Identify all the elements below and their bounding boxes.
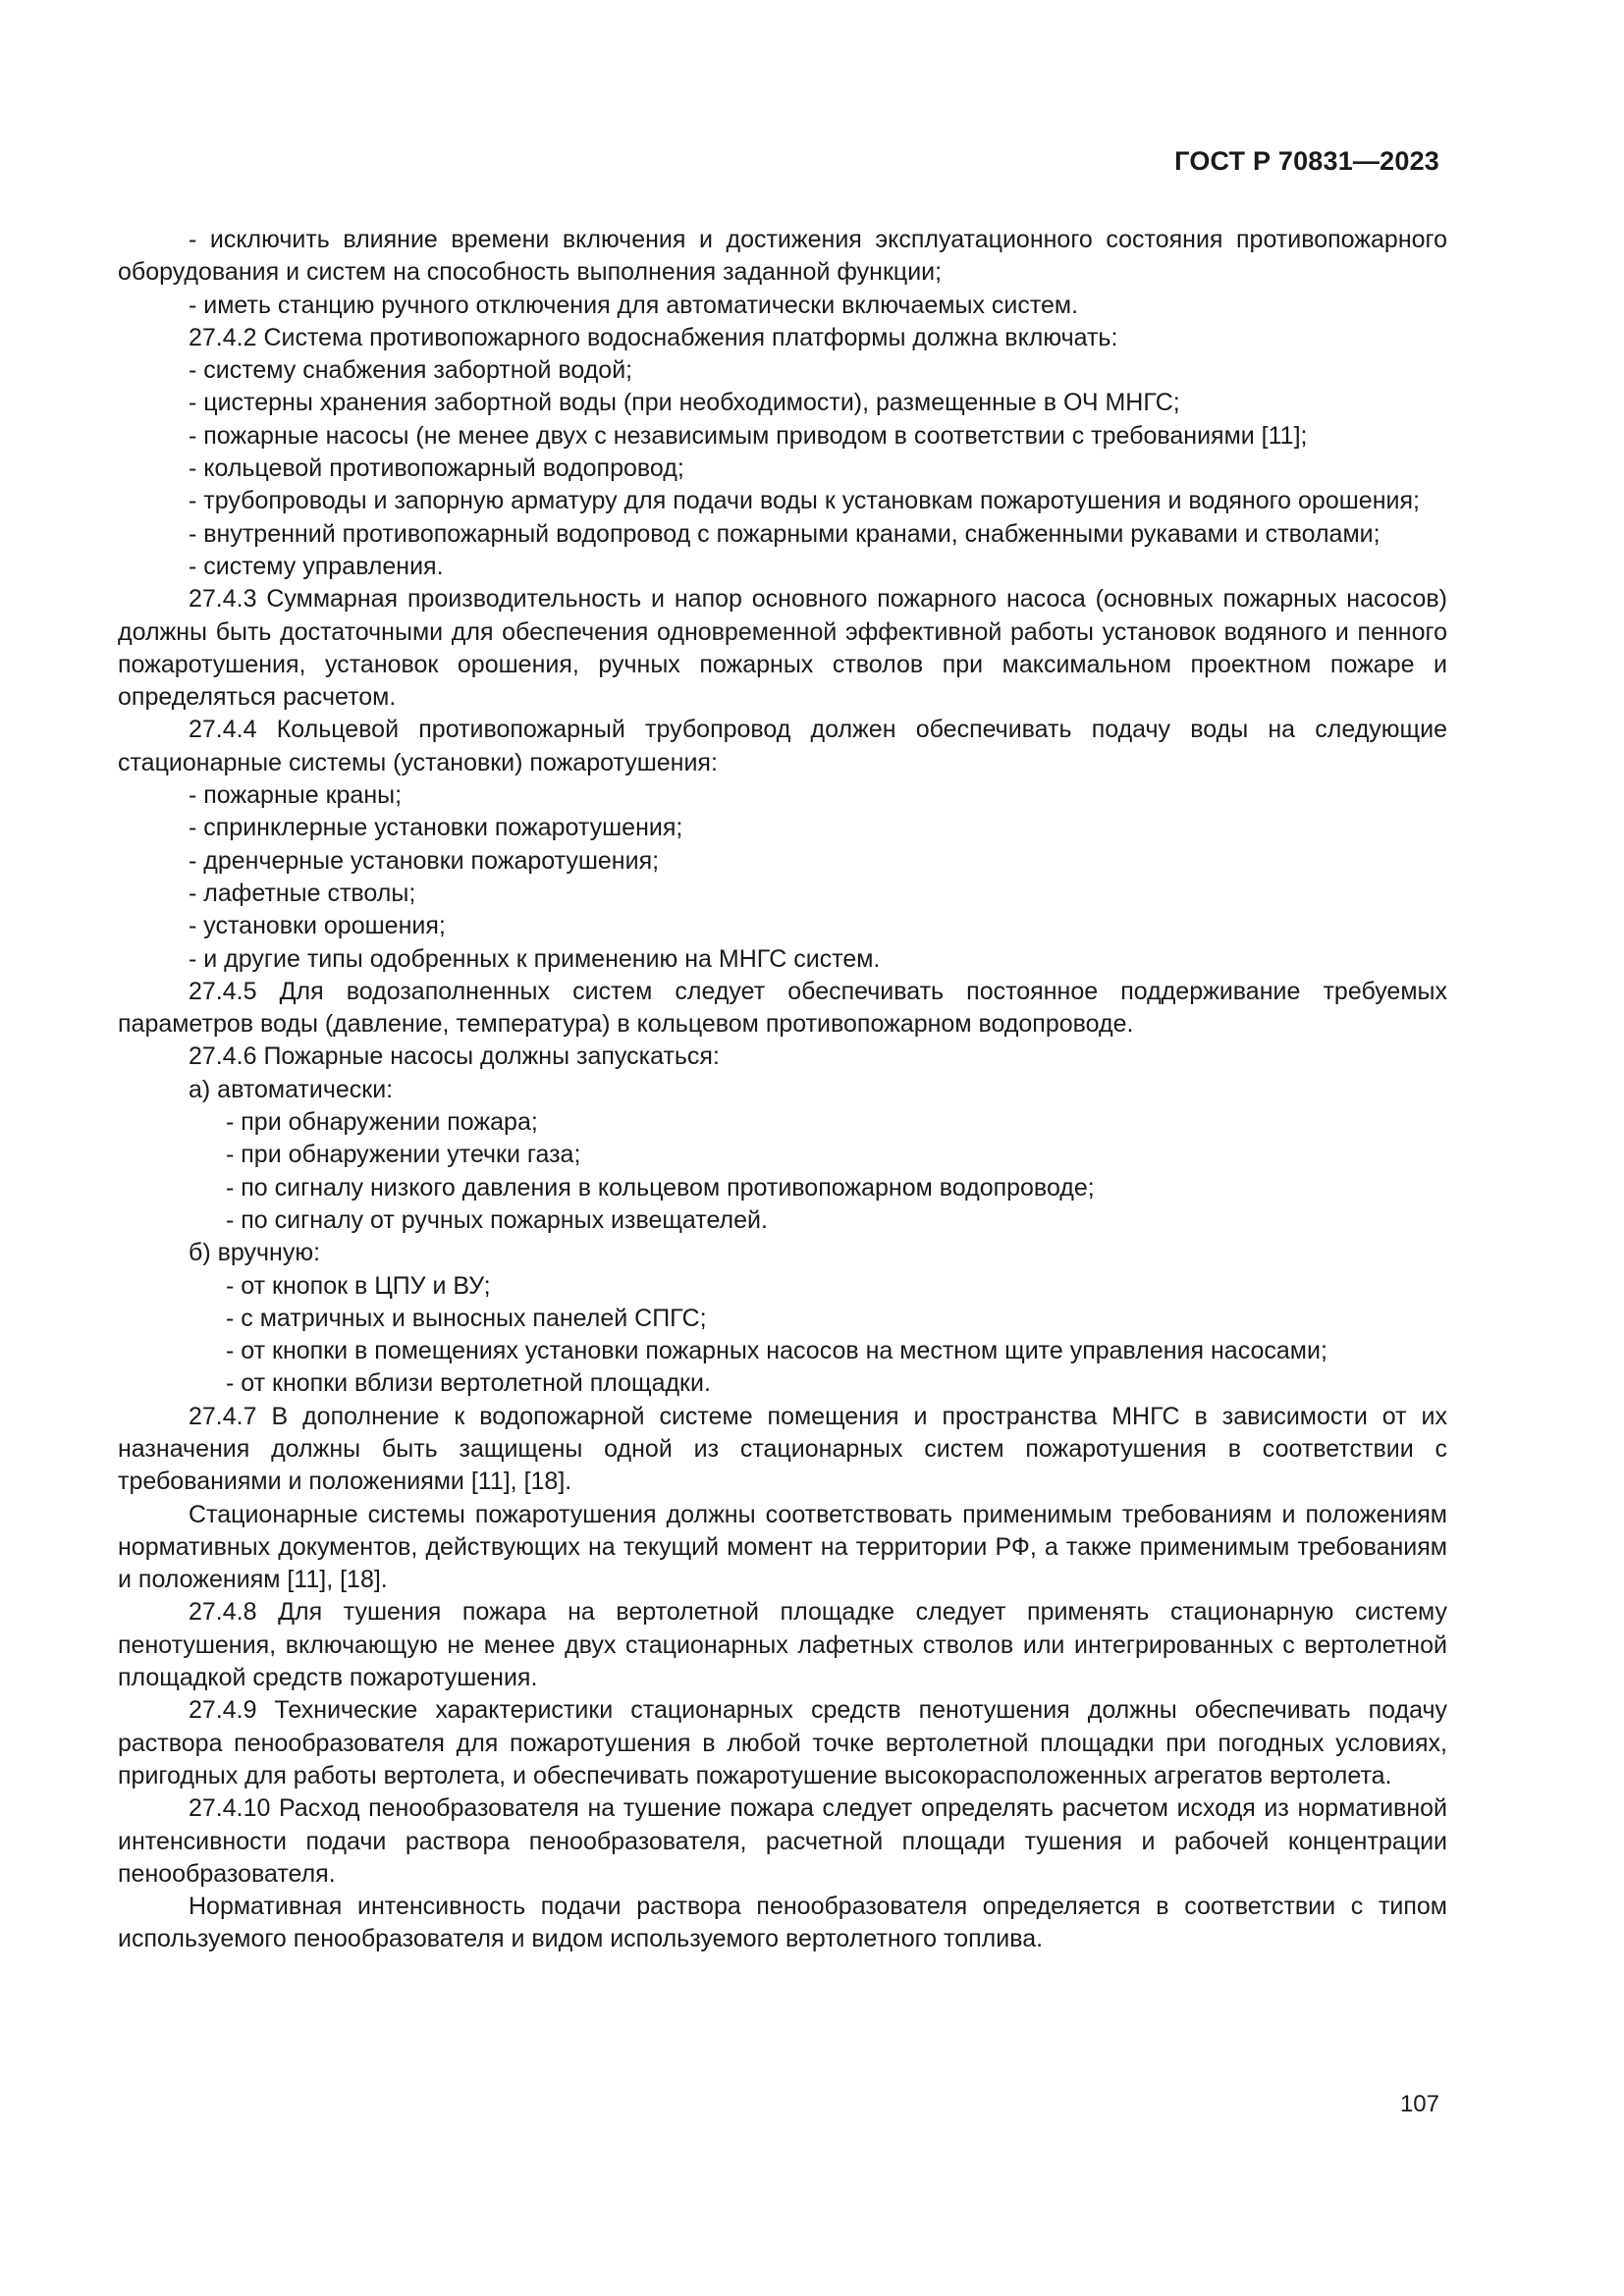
list-item: - по сигналу от ручных пожарных извещателей.	[226, 1205, 768, 1234]
paragraph: - внутренний противопожарный водопровод с пожарными кранами, снабженными рукавами и стволами;	[189, 519, 1380, 548]
paragraph: 27.4.3 Суммарная производительность и напор основного пожарного насоса (основных пожарных насосов) должны быть достаточными для обеспечения одновременной эффективной работы установок водяного и пенного пожаротушения, установок орошения, ручных пожарных стволов при максимальном проектном пожаре и определяться расчетом.	[118, 585, 1447, 712]
paragraph: 27.4.2 Система противопожарного водоснабжения платформы должна включать:	[189, 323, 1118, 351]
paragraph: 27.4.4 Кольцевой противопожарный трубопровод должен обеспечивать подачу воды на следующие стационарные системы (установки) пожаротушения:	[118, 716, 1447, 776]
paragraph: 27.4.7 В дополнение к водопожарной системе помещения и пространства МНГС в зависимости от их назначения должны быть защищены одной из стационарных систем пожаротушения в соответствии с требованиями и положениями [11], [18].	[118, 1402, 1447, 1496]
list-item: - лафетные стволы;	[189, 879, 416, 907]
list-item: - от кнопки вблизи вертолетной площадки.	[226, 1369, 711, 1398]
paragraph: 27.4.9 Технические характеристики стационарных средств пенотушения должны обеспечивать подачу раствора пенообразователя для пожаротушения в любой точке вертолетной площадки при погодных условиях, пригодных для работы вертолета, и обеспечивать пожаротушение высокорасположенных агрегатов вертолета.	[118, 1696, 1447, 1789]
list-item: - систему снабжения забортной водой;	[189, 356, 633, 385]
paragraph: 27.4.8 Для тушения пожара на вертолетной площадке следует применять стационарную систему пенотушения, включающую не менее двух стационарных лафетных стволов или интегрированных с вертолетной площадкой средств пожаротушения.	[118, 1598, 1447, 1692]
paragraph: Нормативная интенсивность подачи раствора пенообразователя определяется в соответствии с типом используемого пенообразователя и видом используемого вертолетного топлива.	[118, 1893, 1447, 1953]
paragraph: - трубопроводы и запорную арматуру для подачи воды к установкам пожаротушения и водяного орошения;	[189, 487, 1420, 515]
list-item: - кольцевой противопожарный водопровод;	[189, 454, 684, 483]
list-item: - систему управления.	[189, 552, 444, 580]
list-item: - при обнаружении пожара;	[226, 1108, 538, 1137]
paragraph: 27.4.6 Пожарные насосы должны запускаться:	[189, 1042, 720, 1071]
paragraph: Стационарные системы пожаротушения должны соответствовать применимым требованиям и положениям нормативных документов, действующих на текущий момент на территории РФ, а также применимым требованиям и положениям [11], [18].	[118, 1500, 1447, 1594]
list-item: - с матричных и выносных панелей СПГС;	[226, 1304, 707, 1332]
list-item: - и другие типы одобренных к применению на МНГС систем.	[189, 944, 881, 973]
document-header: ГОСТ Р 70831—2023	[1174, 146, 1439, 176]
list-item: - пожарные краны;	[189, 781, 403, 810]
paragraph: 27.4.5 Для водозаполненных систем следует обеспечивать постоянное поддерживание требуемых параметров воды (давление, температура) в кольцевом противопожарном водопроводе.	[118, 977, 1447, 1039]
paragraph: - исключить влияние времени включения и достижения эксплуатационного состояния противопожарного оборудования и систем на способность выполнения заданной функции;	[118, 226, 1447, 287]
list-item: - от кнопок в ЦПУ и ВУ;	[226, 1271, 491, 1300]
list-item: б) вручную:	[189, 1239, 321, 1267]
list-item: - спринклерные установки пожаротушения;	[189, 814, 683, 842]
list-item: - пожарные насосы (не менее двух с независимым приводом в соответствии с требованиями [11];	[189, 421, 1308, 450]
list-item: - дренчерные установки пожаротушения;	[189, 846, 660, 875]
list-item: - от кнопки в помещениях установки пожарных насосов на местном щите управления насосами;	[226, 1337, 1327, 1365]
list-item: а) автоматически:	[189, 1075, 394, 1103]
paragraph: 27.4.10 Расход пенообразователя на тушение пожара следует определять расчетом исходя из нормативной интенсивности подачи раствора пенообразователя, расчетной площади тушения и рабочей концентрации пенообразователя.	[118, 1794, 1447, 1888]
list-item: - установки орошения;	[189, 912, 446, 940]
list-item: - иметь станцию ручного отключения для автоматически включаемых систем.	[189, 291, 1079, 319]
list-item: - цистерны хранения забортной воды (при необходимости), размещенные в ОЧ МНГС;	[189, 389, 1180, 417]
document-body	[118, 224, 1447, 1956]
page-number: 107	[1399, 2091, 1439, 2117]
list-item: - по сигналу низкого давления в кольцевом противопожарном водопроводе;	[226, 1173, 1095, 1201]
list-item: - при обнаружении утечки газа;	[226, 1141, 581, 1169]
